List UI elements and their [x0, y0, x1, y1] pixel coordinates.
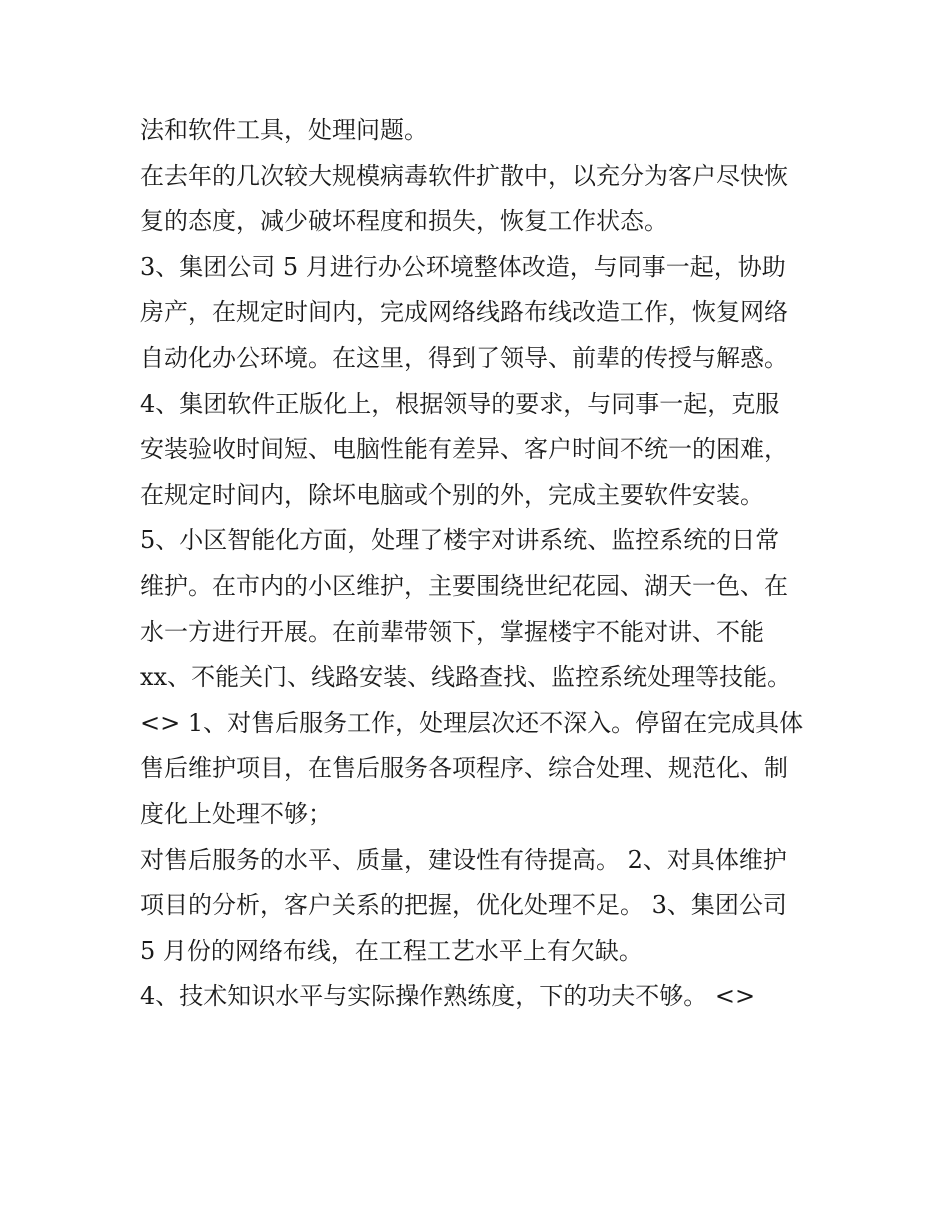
text-line-15: 售后维护项目，在售后服务各项程序、综合处理、规范化、制: [140, 754, 788, 783]
text-line-12: 水一方进行开展。在前辈带领下，掌握楼宇不能对讲、不能: [140, 617, 764, 646]
text-line-5: 房产，在规定时间内，完成网络线路布线改造工作，恢复网络: [140, 298, 788, 327]
text-line-14: <> 1、对售后服务工作，处理层次还不深入。停留在完成具体: [140, 708, 804, 737]
text-line-8: 安装验收时间短、电脑性能有差异、客户时间不统一的困难，: [140, 435, 788, 464]
text-line-2: 在去年的几次较大规模病毒软件扩散中，以充分为客户尽快恢: [140, 161, 788, 190]
text-line-6: 自动化办公环境。在这里，得到了领导、前辈的传授与解惑。: [140, 343, 788, 372]
text-line-9: 在规定时间内，除坏电脑或个别的外，完成主要软件安装。: [140, 480, 764, 509]
text-line-4: 3、集团公司 5 月进行办公环境整体改造，与同事一起，协助: [140, 252, 786, 281]
body-text: [140, 108, 820, 1020]
text-line-1: 法和软件工具，处理问题。: [140, 116, 428, 144]
text-line-7: 4、集团软件正版化上，根据领导的要求，与同事一起，克服: [140, 389, 780, 418]
text-line-18: 项目的分析，客户关系的把握，优化处理不足。 3、集团公司: [140, 891, 787, 920]
text-line-11: 维护。在市内的小区维护，主要围绕世纪花园、湖天一色、在: [140, 571, 788, 600]
text-line-20: 4、技术知识水平与实际操作熟练度，下的功夫不够。 <>: [140, 982, 756, 1011]
text-line-3: 复的态度，减少破坏程度和损失，恢复工作状态。: [140, 207, 668, 236]
text-line-10: 5、小区智能化方面，处理了楼宇对讲系统、监控系统的日常: [140, 526, 780, 555]
text-line-13: xx、不能关门、线路安装、线路查找、监控系统处理等技能。: [140, 663, 792, 692]
text-line-17: 对售后服务的水平、质量，建设性有待提高。 2、对具体维护: [140, 845, 787, 874]
text-line-16: 度化上处理不够；: [140, 799, 332, 828]
text-line-19: 5 月份的网络布线，在工程工艺水平上有欠缺。: [140, 936, 643, 965]
